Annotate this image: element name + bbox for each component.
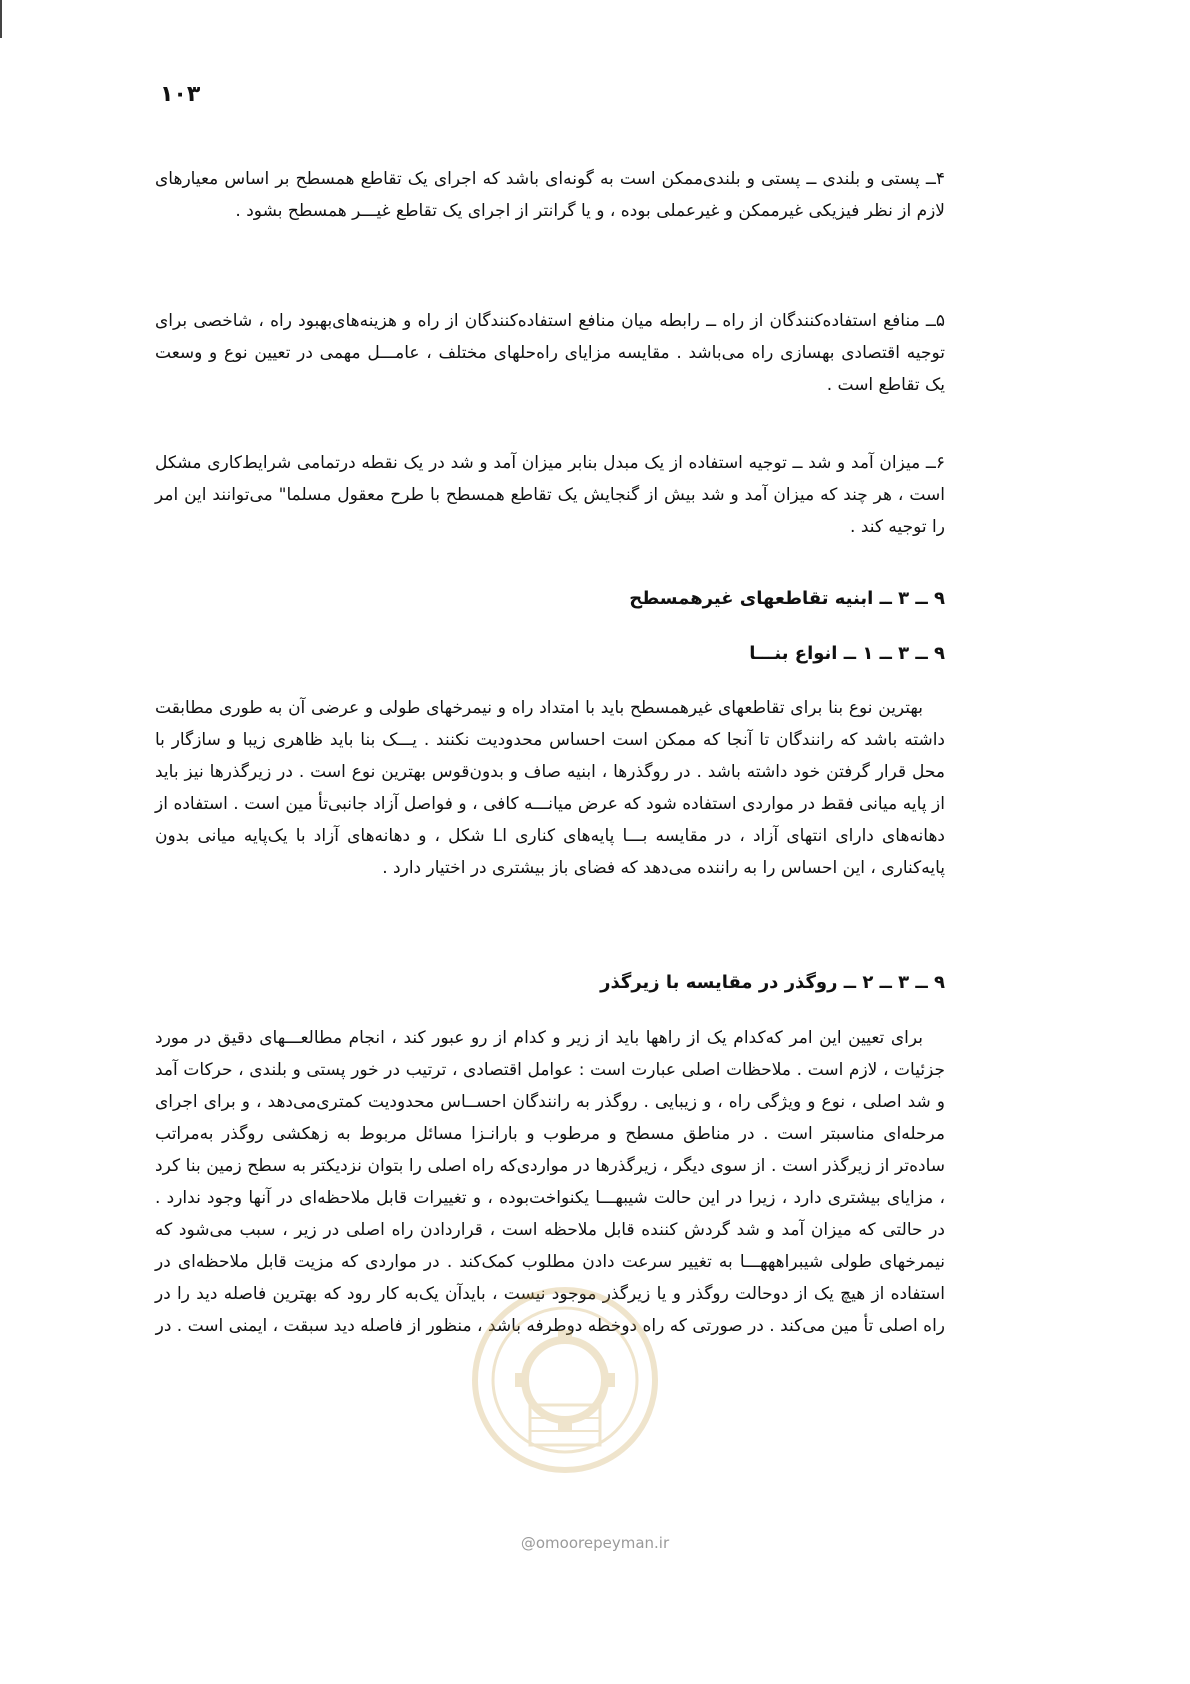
section-heading-structures: ۹ ــ ۳ ــ ابنیه تقاطعهای غیرهمسطح <box>629 588 945 609</box>
paragraph-topography: ۴ــ پستی و بلندی ــ پستی و بلندی‌ممکن است به گونه‌ای باشد که اجرای یک تقاطع همسطح بر اساس معیارهای لازم از نظر فیزیکی غیرممکن و غیرعملی بوده ، و یا گرانتر از اجرای یک تقاطع غیـــر همسطح بشود . <box>155 169 945 221</box>
page-number: ۱۰۳ <box>160 82 201 107</box>
watermark-seal-logo <box>470 1285 660 1475</box>
scan-edge-mark <box>0 0 2 38</box>
subsection-heading-types: ۹ ــ ۳ ــ ۱ ــ انواع بنـــا <box>749 643 945 664</box>
paragraph-overpass-comparison: برای تعیین این امر که‌کدام یک از راهها باید از زیر و کدام از رو عبور کند ، انجام مطالعـــهای دقیق در مورد جزئیات ، لازم است . ملاحظات اصلی عبارت است : عوامل اقتصادی ، ترتیب در خور پستی و بلندی ، حرکات آمد و شد اصلی ، نوع و ویژگی راه ، و زیبایی . روگذر به رانندگان احســاس محدودیت کمتری‌می‌دهد ، و برای اجرای مرحله‌ای مناسبتر است . در مناطق مسطح و مرطوب و بارانـزا مسائل مربوط به زهکشی روگذر به‌مراتب ساده‌تر از زیرگذر است . از سوی دیگر ، زیرگذرها در مواردی‌که راه اصلی را بتوان نزدیکتر به سطح زمین بنا کرد ، مزایای بیشتری دارد ، زیرا در این حالت شیبهـــا یکنواخت‌بوده ، و تغییرات قابل ملاحظه‌ای در آنها وجود ندارد . در حالتی که میزان آمد و شد گردش کننده قابل ملاحظه است ، قراردادن راه اصلی در زیر ، سبب می‌شود که نیمرخهای طولی شیبراهههـــا به تغییر سرعت دادن مطلوب کمک‌کند . در مواردی که مزیت قابل ملاحظه‌ای در استفاده از هیچ یک از دوحالت روگذر و یا زیرگذر موجود نیست ، باید‌آن یک‌به کار رود که بهترین فاصله دید را در راه اصلی تأ مین می‌کند . در صورتی که راه دوخطه دوطرفه باشد ، منظور از فاصله دید سبقت ، ایمنی است . در <box>155 1028 945 1336</box>
paragraph-user-benefits: ۵ــ منافع استفاده‌کنندگان از راه ــ رابطه میان منافع استفاده‌کنندگان از راه و هزینه‌های‌بهبود راه ، شاخصی برای توجیه اقتصادی بهسازی راه می‌باشد . مقایسه مزایای راه‌حلهای مختلف ، عامـــل مهمی در تعیین نوع و وسعت یک تقاطع است . <box>155 311 945 395</box>
watermark-website: @omoorepeyman.ir <box>520 1534 670 1552</box>
paragraph-structure-types: بهترین نوع بنا برای تقاطعهای غیرهمسطح باید با امتداد راه و نیمرخهای طولی و عرضی آن به طوری مطابقت داشته باشد که رانندگان تا آنجا که ممکن است احساس محدودیت نکنند . یـــک بنا باید ظاهری زیبا و سازگار با محل قرار گرفتن خود داشته باشد . در روگذرها ، ابنیه صاف و بدون‌قوس بهترین نوع است . در زیرگذرها نیز باید از پایه میانی فقط در مواردی استفاده شود که عرض میانـــه کافی ، و فواصل آزاد جانبی‌تأ مین است . استفاده از دهانه‌های دارای انتهای آزاد ، در مقایسه بـــا پایه‌های کناری Ll شکل ، و دهانه‌های آزاد با یک‌پایه میانی بدون پایه‌کناری ، این احساس را به راننده می‌دهد که فضای باز بیشتری در اختیار دارد . <box>155 698 946 878</box>
subsection-heading-overpass-vs-underpass: ۹ ــ ۳ ــ ۲ ــ روگذر در مقایسه با زیرگذر <box>600 972 945 993</box>
paragraph-traffic-volume: ۶ــ میزان آمد و شد ــ توجیه استفاده از یک مبدل بنابر میزان آمد و شد در یک نقطه درتمامی شرایط‌کاری مشکل است ، هر چند که میزان آمد و شد بیش از گنجایش یک تقاطع همسطح با طرح معقول مسلما" می‌توانند این امر را توجیه کند . <box>155 453 945 537</box>
